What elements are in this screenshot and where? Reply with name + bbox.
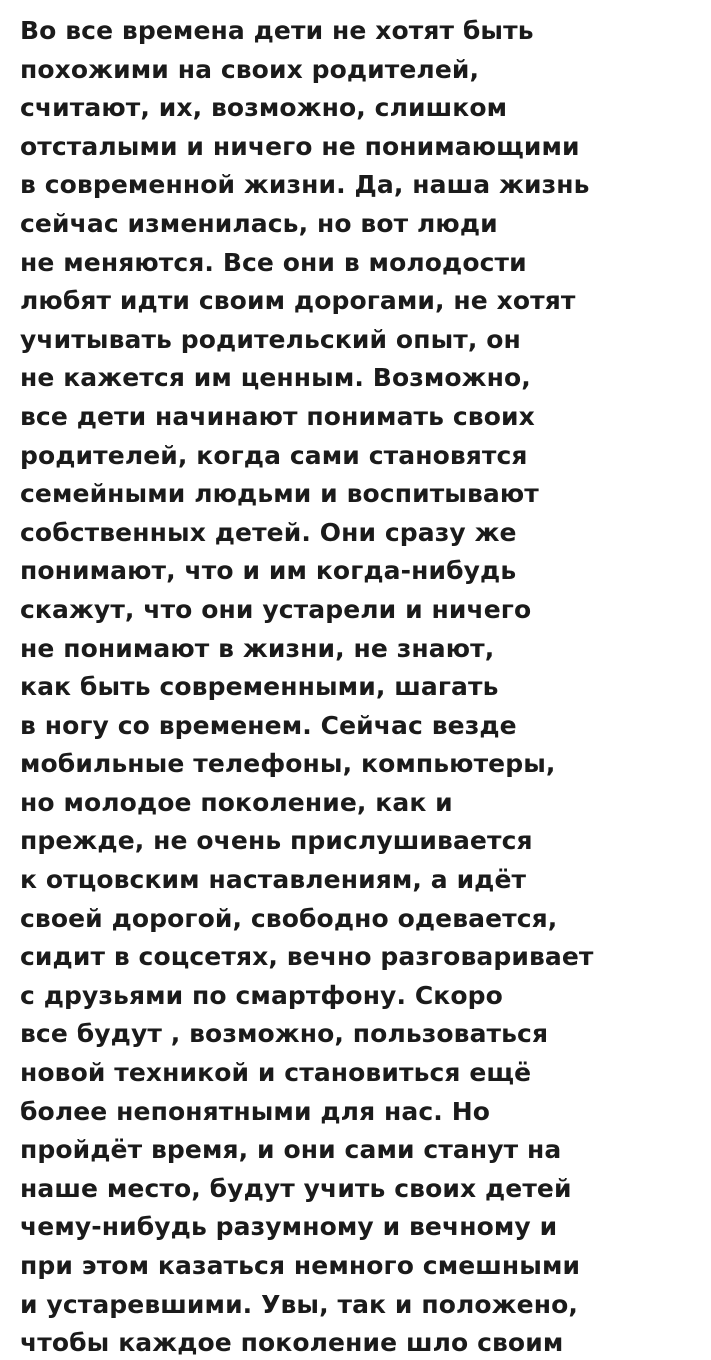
text-line: но молодое поколение, как и: [20, 787, 453, 817]
text-line: похожими на своих родителей,: [20, 54, 480, 84]
text-line: любят идти своим дорогами, не хотят: [20, 286, 576, 316]
text-line: сидит в соцсетях, вечно разговаривает: [20, 942, 594, 972]
text-line: и устаревшими. Увы, так и положено,: [20, 1289, 578, 1319]
essay-text: [20, 12, 710, 1360]
text-line: считают, их, возможно, слишком: [20, 93, 508, 123]
text-line: в современной жизни. Да, наша жизнь: [20, 170, 590, 200]
text-line: своей дорогой, свободно одевается,: [20, 903, 558, 933]
text-line: к отцовским наставлениям, а идёт: [20, 865, 527, 895]
text-line: пройдёт время, и они сами станут на: [20, 1135, 562, 1165]
text-line: новой техникой и становиться ещё: [20, 1058, 532, 1088]
text-line: мобильные телефоны, компьютеры,: [20, 749, 556, 779]
text-line: родителей, когда сами становятся: [20, 440, 528, 470]
text-line: в ногу со временем. Сейчас везде: [20, 710, 517, 740]
text-line: все будут , возможно, пользоваться: [20, 1019, 549, 1049]
text-line: не меняются. Все они в молодости: [20, 247, 527, 277]
text-line: при этом казаться немного смешными: [20, 1251, 581, 1280]
text-line: семейными людьми и воспитывают: [20, 479, 539, 509]
text-line: более непонятными для нас. Но: [20, 1096, 491, 1126]
text-line: чему-нибудь разумному и вечному и: [20, 1212, 558, 1242]
text-line: чтобы каждое поколение шло своим: [20, 1328, 564, 1358]
text-line: прежде, не очень прислушивается: [20, 826, 533, 856]
text-line: понимают, что и им когда-нибудь: [20, 556, 517, 586]
text-line: скажут, что они устарели и ничего: [20, 594, 532, 624]
text-line: учитывать родительский опыт, он: [20, 324, 521, 354]
text-line: сейчас изменилась, но вот люди: [20, 208, 498, 238]
text-line: собственных детей. Они сразу же: [20, 517, 517, 547]
text-line: наше место, будут учить своих детей: [20, 1173, 572, 1203]
text-line: с друзьями по смартфону. Скоро: [20, 980, 503, 1010]
text-line: отсталыми и ничего не понимающими: [20, 131, 580, 161]
text-line: все дети начинают понимать своих: [20, 401, 535, 431]
text-line: как быть современными, шагать: [20, 672, 499, 702]
text-line: не понимают в жизни, не знают,: [20, 633, 495, 663]
text-line: не кажется им ценным. Возможно,: [20, 363, 531, 393]
text-line: Во все времена дети не хотят быть: [20, 16, 534, 45]
